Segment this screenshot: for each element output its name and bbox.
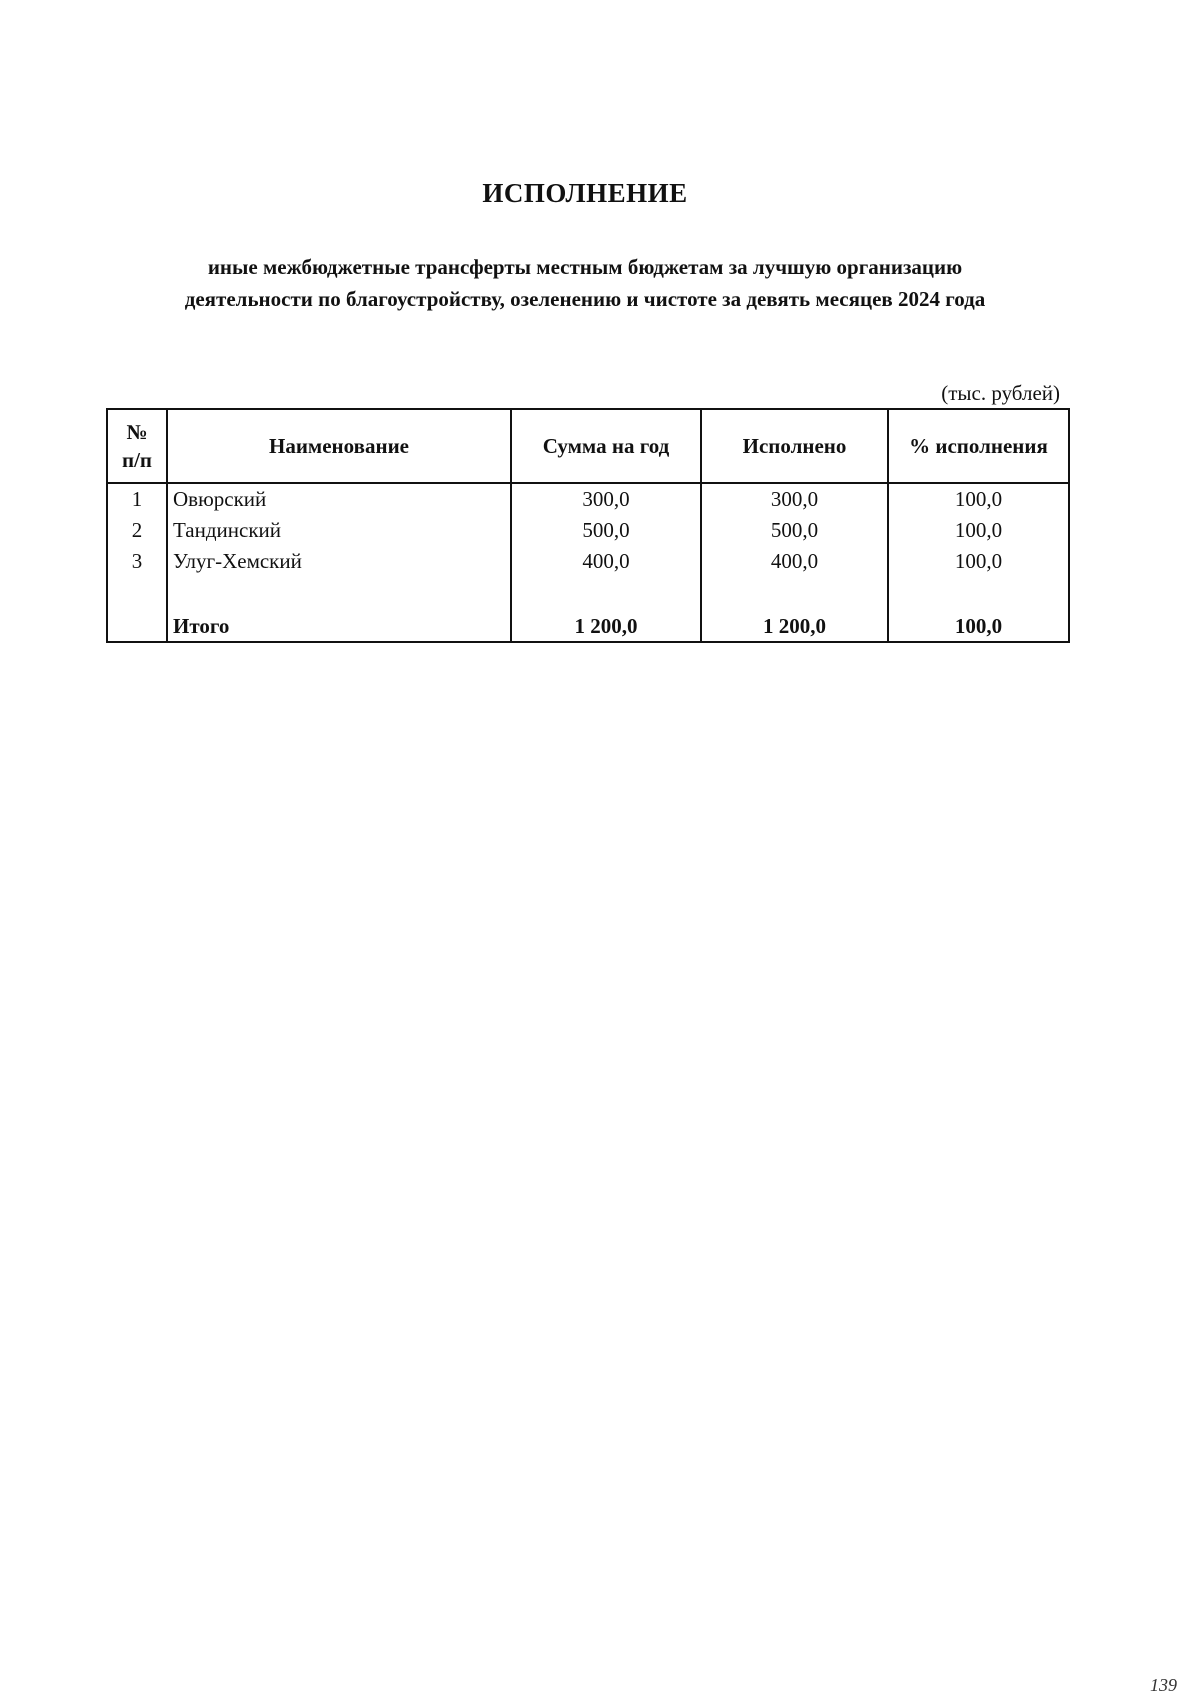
header-num	[107, 409, 167, 483]
table-row	[107, 515, 1069, 546]
spacer-cell	[511, 577, 701, 611]
row-num: 2	[107, 515, 167, 546]
table-row	[107, 546, 1069, 577]
total-year-sum: 1 200,0	[511, 611, 701, 642]
row-year-sum: 400,0	[511, 546, 701, 577]
row-num: 1	[107, 483, 167, 515]
header-year-sum: Сумма на год	[511, 409, 701, 483]
total-num-cell	[107, 611, 167, 642]
header-name: Наименование	[167, 409, 511, 483]
row-num: 3	[107, 546, 167, 577]
spacer-cell	[167, 577, 511, 611]
table-total-row	[107, 611, 1069, 642]
table-header-row	[107, 409, 1069, 483]
page-number: 139	[1150, 1675, 1177, 1695]
row-name: Овюрский	[167, 483, 511, 515]
spacer-cell	[701, 577, 888, 611]
execution-table	[106, 408, 1070, 643]
header-num-line-1: №	[126, 420, 148, 444]
spacer-cell	[888, 577, 1069, 611]
header-num-line-2: п/п	[121, 448, 153, 472]
total-percent: 100,0	[888, 611, 1069, 642]
row-executed: 500,0	[701, 515, 888, 546]
row-percent: 100,0	[888, 515, 1069, 546]
subtitle-line-2: деятельности по благоустройству, озеленению и чистоте за девять месяцев 2024 года	[184, 287, 986, 311]
row-name: Тандинский	[167, 515, 511, 546]
header-executed: Исполнено	[701, 409, 888, 483]
row-percent: 100,0	[888, 483, 1069, 515]
row-name: Улуг-Хемский	[167, 546, 511, 577]
row-year-sum: 500,0	[511, 515, 701, 546]
document-title: ИСПОЛНЕНИЕ	[482, 178, 688, 208]
total-executed: 1 200,0	[701, 611, 888, 642]
row-year-sum: 300,0	[511, 483, 701, 515]
row-percent: 100,0	[888, 546, 1069, 577]
row-executed: 300,0	[701, 483, 888, 515]
total-label: Итого	[167, 611, 511, 642]
row-executed: 400,0	[701, 546, 888, 577]
table-row	[107, 483, 1069, 515]
header-percent: % исполнения	[888, 409, 1069, 483]
document-subtitle	[60, 251, 1110, 315]
spacer-cell	[107, 577, 167, 611]
subtitle-line-1: иные межбюджетные трансферты местным бюджетам за лучшую организацию	[207, 255, 963, 279]
units-label: (тыс. рублей)	[941, 381, 1060, 405]
table-spacer-row	[107, 577, 1069, 611]
